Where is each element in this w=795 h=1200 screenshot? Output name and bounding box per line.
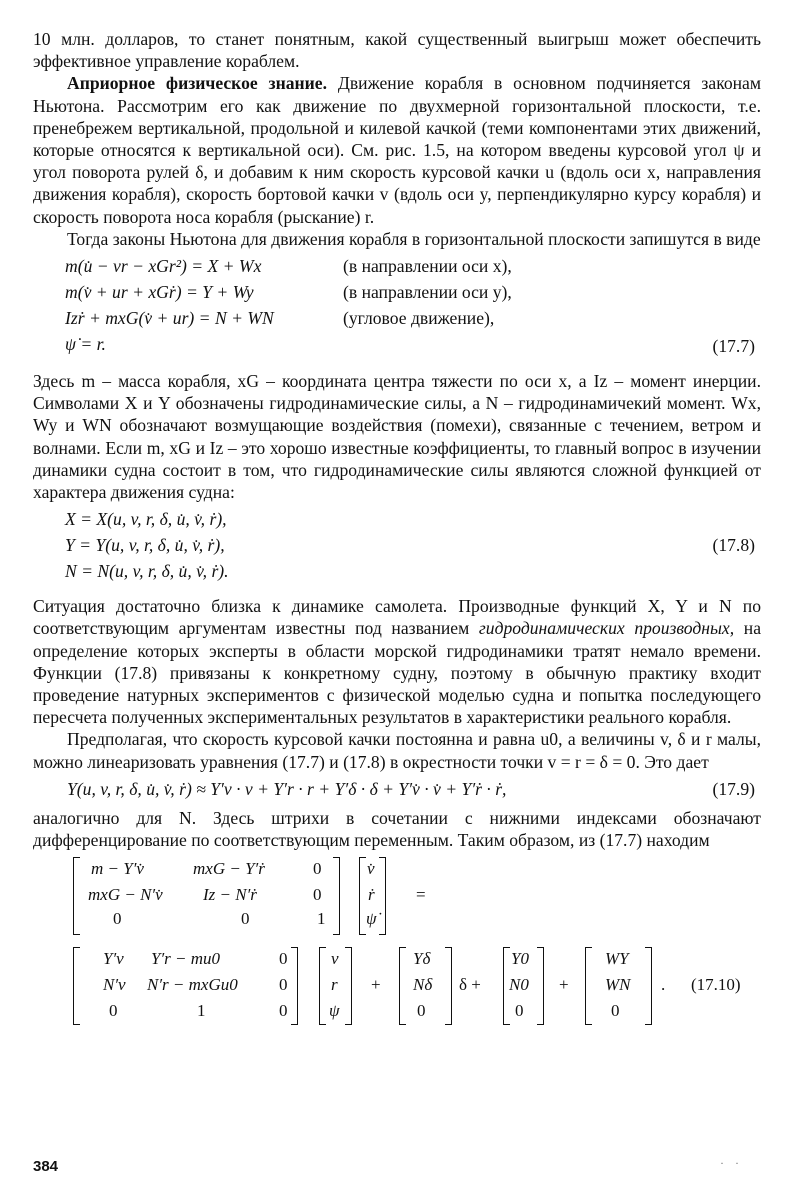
right-bracket bbox=[645, 947, 652, 1025]
equation-17-10: m − Y′v̇ mxG − Y′ṙ 0 mxG − N′v̇ Iz − N′ṙ 0 0 0 1 v̇ ṙ ψ̇ = Y′v Y′r − mu0 0 N′v N′r − mxGu0 0 0 1 0 v r ψ + Yδ Nδ 0 δ + Y0 N0 0 + WY WN 0 . (17.10) bbox=[33, 851, 761, 1041]
eq-row: m(v̇ + ur + xGṙ) = Y + Wy (в направлении оси y), bbox=[65, 282, 512, 303]
equation-number: (17.9) bbox=[712, 778, 755, 799]
paragraph-linearize: Предполагая, что скорость курсовой качки постоянна и равна u0, а величины v, δ и r малы, можно линеаризовать уравнения (17.7) и (17.8) в окрестности точки v = r = δ = 0. Это дает bbox=[33, 729, 761, 772]
equation-number: (17.8) bbox=[712, 535, 755, 556]
paragraph-intro: 10 млн. долларов, то станет понятным, какой существенный выигрыш может обеспечить эффективное управление кораблем. bbox=[33, 29, 761, 72]
eq-row: X = X(u, v, r, δ, u̇, v̇, ṙ), bbox=[65, 509, 227, 530]
left-bracket bbox=[359, 857, 366, 935]
right-bracket bbox=[537, 947, 544, 1025]
paragraph-a-priori-text: Движение корабля в основном подчиняется законам Ньютона. Рассмотрим его как движение по двухмерной горизонтальной плоскости, т.е. пренебрежем вертикальной, продольной и килевой качкой (теми компонентами этих движений, которые относятся к вертикальной оси). См. рис. 1.5, на котором введены курсовой угол ψ и угол поворота рулей δ, и добавим к ним скорость курсовой качки u (вдоль оси x, направления движения корабля), скорость бортовой качки v (вдоль оси y, перпендикулярно курсу корабля) и скорость поворота носа корабля (рыскание) r. bbox=[33, 73, 762, 227]
eq-row: Y = Y(u, v, r, δ, u̇, v̇, ṙ), bbox=[65, 535, 225, 556]
paragraph-a-priori bbox=[33, 72, 761, 227]
right-bracket bbox=[291, 947, 298, 1025]
equation-17-7 bbox=[33, 256, 761, 364]
paragraph-situation: Ситуация достаточно близка к динамике самолета. Производные функций X, Y и N по соответствующим аргументам известны под названием гидродинамических производных, на определение которых эксперты в области морской гидродинамики тратят немало времени. Функции (17.8) привязаны к конкретному судну, поэтому в обычную практику входит проведение натурных экспериментов с физической моделью судна и попытка последующего пересчета полученных экспериментальных результатов в характеристики реального корабля. bbox=[33, 596, 762, 728]
left-bracket bbox=[399, 947, 406, 1025]
equation-number: (17.7) bbox=[712, 336, 755, 357]
right-bracket bbox=[333, 857, 340, 935]
right-bracket bbox=[445, 947, 452, 1025]
page-number: 384 bbox=[33, 1158, 59, 1175]
right-bracket bbox=[345, 947, 352, 1025]
section-heading: Априорное физическое знание. bbox=[67, 73, 328, 94]
left-bracket bbox=[73, 947, 80, 1025]
equation-17-9: Y(u, v, r, δ, u̇, v̇, ṙ) ≈ Y′v · v + Y′r · r + Y′δ · δ + Y′v̇ · v̇ + Y′ṙ · ṙ, (17.9) bbox=[67, 778, 755, 799]
paragraph-definitions: Здесь m – масса корабля, xG – координата центра тяжести по оси x, а Iz – момент инерции. Символами X и Y обозначены гидродинамические силы, а N – гидродинамичекий момент. Wx, Wy и WN обозначают возмущающие воздействия (помехи), связанные с течением, ветром и волнами. Если m, xG и Iz – это хорошо известные коэффициенты, то главный вопрос в изучении динамики судна состоит в том, что гидродинамические силы являются сложной функцией от характера движения судна: bbox=[33, 371, 761, 503]
paragraph-newton: Тогда законы Ньютона для движения корабля в горизонтальной плоскости запишутся в виде bbox=[67, 228, 761, 249]
equation-number: (17.10) bbox=[691, 975, 741, 995]
eq-row: m(u̇ − vr − xGr²) = X + Wx (в направлении оси x), bbox=[65, 256, 512, 277]
scan-speckle: · · bbox=[720, 1156, 743, 1170]
right-bracket bbox=[379, 857, 386, 935]
left-bracket bbox=[73, 857, 80, 935]
eq-row: N = N(u, v, r, δ, u̇, v̇, ṙ). bbox=[65, 561, 229, 582]
eq-row: ψ̇ = r. bbox=[65, 334, 106, 355]
eq-row: Izṙ + mxG(v̇ + ur) = N + WN (угловое движение), bbox=[65, 308, 495, 329]
left-bracket bbox=[319, 947, 326, 1025]
page-body bbox=[33, 28, 761, 1041]
left-bracket bbox=[585, 947, 592, 1025]
equation-17-8 bbox=[33, 509, 761, 589]
paragraph-analogous: аналогично для N. Здесь штрихи в сочетании с нижними индексами обозначают дифференцирование по соответствующим переменным. Таким образом, из (17.7) находим bbox=[33, 807, 761, 851]
